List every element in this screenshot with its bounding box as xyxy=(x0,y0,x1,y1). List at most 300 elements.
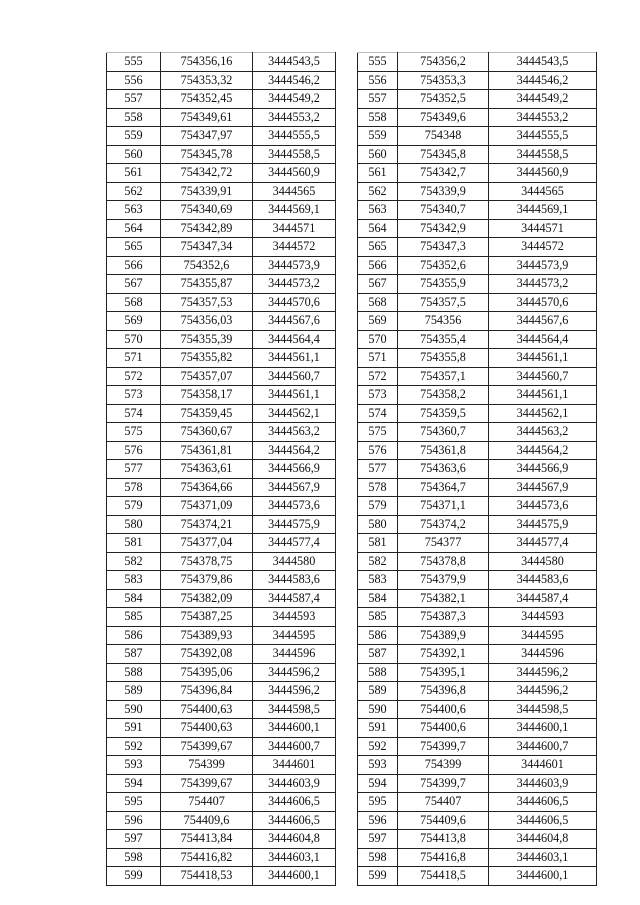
table-row xyxy=(358,330,597,349)
y-coordinate-cell: 3444569,1 xyxy=(489,201,597,220)
x-coordinate-cell: 754355,4 xyxy=(398,330,489,349)
x-coordinate-cell: 754407 xyxy=(398,793,489,812)
y-coordinate-cell: 3444566,9 xyxy=(253,460,336,479)
y-coordinate-cell: 3444561,1 xyxy=(489,349,597,368)
point-number-cell: 585 xyxy=(358,608,398,627)
point-number-cell: 597 xyxy=(358,830,398,849)
table-row xyxy=(107,515,336,534)
table-row xyxy=(107,737,336,756)
y-coordinate-cell: 3444593 xyxy=(253,608,336,627)
x-coordinate-cell: 754359,45 xyxy=(161,404,253,423)
x-coordinate-cell: 754399,7 xyxy=(398,737,489,756)
x-coordinate-cell: 754382,09 xyxy=(161,589,253,608)
x-coordinate-cell: 754357,5 xyxy=(398,293,489,312)
table-row xyxy=(358,367,597,386)
y-coordinate-cell: 3444553,2 xyxy=(253,108,336,127)
y-coordinate-cell: 3444566,9 xyxy=(489,460,597,479)
point-number-cell: 563 xyxy=(358,201,398,220)
x-coordinate-cell: 754352,5 xyxy=(398,90,489,109)
y-coordinate-cell: 3444572 xyxy=(489,238,597,257)
point-number-cell: 566 xyxy=(358,256,398,275)
table-row xyxy=(107,182,336,201)
x-coordinate-cell: 754379,9 xyxy=(398,571,489,590)
table-row xyxy=(358,515,597,534)
table-row xyxy=(107,275,336,294)
table-row xyxy=(107,164,336,183)
point-number-cell: 568 xyxy=(358,293,398,312)
y-coordinate-cell: 3444583,6 xyxy=(489,571,597,590)
table-row xyxy=(107,441,336,460)
table-row xyxy=(107,71,336,90)
x-coordinate-cell: 754349,6 xyxy=(398,108,489,127)
x-coordinate-cell: 754363,61 xyxy=(161,460,253,479)
y-coordinate-cell: 3444587,4 xyxy=(489,589,597,608)
point-number-cell: 586 xyxy=(358,626,398,645)
point-number-cell: 572 xyxy=(107,367,161,386)
point-number-cell: 564 xyxy=(358,219,398,238)
x-coordinate-cell: 754340,7 xyxy=(398,201,489,220)
point-number-cell: 567 xyxy=(358,275,398,294)
point-number-cell: 593 xyxy=(358,756,398,775)
x-coordinate-cell: 754413,84 xyxy=(161,830,253,849)
x-coordinate-cell: 754347,3 xyxy=(398,238,489,257)
point-number-cell: 588 xyxy=(107,663,161,682)
x-coordinate-cell: 754361,8 xyxy=(398,441,489,460)
table-row xyxy=(107,867,336,886)
table-row xyxy=(358,682,597,701)
table-row xyxy=(358,645,597,664)
point-number-cell: 560 xyxy=(107,145,161,164)
point-number-cell: 565 xyxy=(358,238,398,257)
y-coordinate-cell: 3444606,5 xyxy=(489,811,597,830)
x-coordinate-cell: 754347,97 xyxy=(161,127,253,146)
x-coordinate-cell: 754349,61 xyxy=(161,108,253,127)
table-row xyxy=(358,386,597,405)
y-coordinate-cell: 3444563,2 xyxy=(489,423,597,442)
x-coordinate-cell: 754392,1 xyxy=(398,645,489,664)
point-number-cell: 573 xyxy=(358,386,398,405)
x-coordinate-cell: 754339,91 xyxy=(161,182,253,201)
y-coordinate-cell: 3444598,5 xyxy=(253,700,336,719)
x-coordinate-cell: 754400,63 xyxy=(161,719,253,738)
point-number-cell: 593 xyxy=(107,756,161,775)
x-coordinate-cell: 754399,7 xyxy=(398,774,489,793)
point-number-cell: 566 xyxy=(107,256,161,275)
x-coordinate-cell: 754389,93 xyxy=(161,626,253,645)
x-coordinate-cell: 754364,66 xyxy=(161,478,253,497)
point-number-cell: 559 xyxy=(107,127,161,146)
y-coordinate-cell: 3444580 xyxy=(253,552,336,571)
x-coordinate-cell: 754360,67 xyxy=(161,423,253,442)
point-number-cell: 567 xyxy=(107,275,161,294)
point-number-cell: 555 xyxy=(107,53,161,72)
x-coordinate-cell: 754353,32 xyxy=(161,71,253,90)
y-coordinate-cell: 3444604,8 xyxy=(489,830,597,849)
y-coordinate-cell: 3444560,7 xyxy=(253,367,336,386)
y-coordinate-cell: 3444598,5 xyxy=(489,700,597,719)
table-row xyxy=(107,478,336,497)
table-row xyxy=(358,108,597,127)
x-coordinate-cell: 754355,8 xyxy=(398,349,489,368)
y-coordinate-cell: 3444570,6 xyxy=(489,293,597,312)
x-coordinate-cell: 754357,53 xyxy=(161,293,253,312)
point-number-cell: 574 xyxy=(358,404,398,423)
table-row xyxy=(107,423,336,442)
table-row xyxy=(358,182,597,201)
x-coordinate-cell: 754340,69 xyxy=(161,201,253,220)
point-number-cell: 590 xyxy=(107,700,161,719)
point-number-cell: 572 xyxy=(358,367,398,386)
table-row xyxy=(358,201,597,220)
point-number-cell: 577 xyxy=(358,460,398,479)
x-coordinate-cell: 754345,78 xyxy=(161,145,253,164)
point-number-cell: 557 xyxy=(107,90,161,109)
point-number-cell: 592 xyxy=(107,737,161,756)
point-number-cell: 598 xyxy=(358,848,398,867)
x-coordinate-cell: 754400,63 xyxy=(161,700,253,719)
point-number-cell: 580 xyxy=(358,515,398,534)
y-coordinate-cell: 3444553,2 xyxy=(489,108,597,127)
table-row xyxy=(358,219,597,238)
table-row xyxy=(358,293,597,312)
table-row xyxy=(107,719,336,738)
point-number-cell: 560 xyxy=(358,145,398,164)
x-coordinate-cell: 754409,6 xyxy=(398,811,489,830)
y-coordinate-cell: 3444596,2 xyxy=(253,682,336,701)
point-number-cell: 589 xyxy=(107,682,161,701)
y-coordinate-cell: 3444596,2 xyxy=(489,663,597,682)
point-number-cell: 571 xyxy=(107,349,161,368)
point-number-cell: 581 xyxy=(107,534,161,553)
y-coordinate-cell: 3444573,2 xyxy=(489,275,597,294)
x-coordinate-cell: 754377,04 xyxy=(161,534,253,553)
x-coordinate-cell: 754356 xyxy=(398,312,489,331)
y-coordinate-cell: 3444596,2 xyxy=(489,682,597,701)
table-row xyxy=(107,404,336,423)
table-row xyxy=(358,275,597,294)
y-coordinate-cell: 3444561,1 xyxy=(489,386,597,405)
table-row xyxy=(107,367,336,386)
x-coordinate-cell: 754363,6 xyxy=(398,460,489,479)
y-coordinate-cell: 3444583,6 xyxy=(253,571,336,590)
point-number-cell: 589 xyxy=(358,682,398,701)
x-coordinate-cell: 754399,67 xyxy=(161,774,253,793)
y-coordinate-cell: 3444606,5 xyxy=(253,811,336,830)
x-coordinate-cell: 754345,8 xyxy=(398,145,489,164)
y-coordinate-cell: 3444603,9 xyxy=(489,774,597,793)
point-number-cell: 558 xyxy=(107,108,161,127)
point-number-cell: 573 xyxy=(107,386,161,405)
point-number-cell: 594 xyxy=(107,774,161,793)
point-number-cell: 582 xyxy=(358,552,398,571)
y-coordinate-cell: 3444565 xyxy=(489,182,597,201)
table-row xyxy=(107,626,336,645)
y-coordinate-cell: 3444555,5 xyxy=(489,127,597,146)
x-coordinate-cell: 754356,03 xyxy=(161,312,253,331)
point-number-cell: 557 xyxy=(358,90,398,109)
y-coordinate-cell: 3444573,6 xyxy=(253,497,336,516)
point-number-cell: 599 xyxy=(107,867,161,886)
x-coordinate-cell: 754378,75 xyxy=(161,552,253,571)
table-row xyxy=(358,127,597,146)
coordinates-table-right xyxy=(357,52,597,886)
point-number-cell: 578 xyxy=(358,478,398,497)
y-coordinate-cell: 3444567,9 xyxy=(489,478,597,497)
point-number-cell: 570 xyxy=(107,330,161,349)
table-row xyxy=(358,571,597,590)
x-coordinate-cell: 754355,9 xyxy=(398,275,489,294)
x-coordinate-cell: 754407 xyxy=(161,793,253,812)
x-coordinate-cell: 754358,17 xyxy=(161,386,253,405)
y-coordinate-cell: 3444555,5 xyxy=(253,127,336,146)
point-number-cell: 569 xyxy=(107,312,161,331)
table-row xyxy=(358,53,597,72)
x-coordinate-cell: 754352,45 xyxy=(161,90,253,109)
table-row xyxy=(358,145,597,164)
point-number-cell: 561 xyxy=(107,164,161,183)
table-row xyxy=(107,256,336,275)
y-coordinate-cell: 3444603,9 xyxy=(253,774,336,793)
x-coordinate-cell: 754359,5 xyxy=(398,404,489,423)
x-coordinate-cell: 754395,06 xyxy=(161,663,253,682)
table-row xyxy=(358,867,597,886)
table-row xyxy=(107,497,336,516)
point-number-cell: 583 xyxy=(107,571,161,590)
y-coordinate-cell: 3444572 xyxy=(253,238,336,257)
point-number-cell: 571 xyxy=(358,349,398,368)
x-coordinate-cell: 754355,39 xyxy=(161,330,253,349)
y-coordinate-cell: 3444560,9 xyxy=(489,164,597,183)
y-coordinate-cell: 3444564,2 xyxy=(253,441,336,460)
x-coordinate-cell: 754396,8 xyxy=(398,682,489,701)
table-row xyxy=(107,201,336,220)
point-number-cell: 564 xyxy=(107,219,161,238)
table-row xyxy=(107,830,336,849)
table-row xyxy=(358,663,597,682)
point-number-cell: 576 xyxy=(107,441,161,460)
y-coordinate-cell: 3444600,1 xyxy=(253,867,336,886)
x-coordinate-cell: 754352,6 xyxy=(161,256,253,275)
table-row xyxy=(107,608,336,627)
x-coordinate-cell: 754374,21 xyxy=(161,515,253,534)
x-coordinate-cell: 754371,1 xyxy=(398,497,489,516)
y-coordinate-cell: 3444601 xyxy=(489,756,597,775)
x-coordinate-cell: 754342,7 xyxy=(398,164,489,183)
point-number-cell: 599 xyxy=(358,867,398,886)
point-number-cell: 586 xyxy=(107,626,161,645)
y-coordinate-cell: 3444567,6 xyxy=(253,312,336,331)
y-coordinate-cell: 3444600,1 xyxy=(253,719,336,738)
table-row xyxy=(107,145,336,164)
table-row xyxy=(358,312,597,331)
y-coordinate-cell: 3444558,5 xyxy=(489,145,597,164)
x-coordinate-cell: 754396,84 xyxy=(161,682,253,701)
table-row xyxy=(358,848,597,867)
y-coordinate-cell: 3444571 xyxy=(253,219,336,238)
point-number-cell: 594 xyxy=(358,774,398,793)
table-row xyxy=(358,404,597,423)
point-number-cell: 568 xyxy=(107,293,161,312)
point-number-cell: 559 xyxy=(358,127,398,146)
table-row xyxy=(107,108,336,127)
y-coordinate-cell: 3444562,1 xyxy=(253,404,336,423)
x-coordinate-cell: 754348 xyxy=(398,127,489,146)
y-coordinate-cell: 3444570,6 xyxy=(253,293,336,312)
x-coordinate-cell: 754378,8 xyxy=(398,552,489,571)
y-coordinate-cell: 3444575,9 xyxy=(489,515,597,534)
point-number-cell: 592 xyxy=(358,737,398,756)
table-row xyxy=(107,645,336,664)
x-coordinate-cell: 754400,6 xyxy=(398,700,489,719)
y-coordinate-cell: 3444558,5 xyxy=(253,145,336,164)
y-coordinate-cell: 3444604,8 xyxy=(253,830,336,849)
table-row xyxy=(358,349,597,368)
point-number-cell: 579 xyxy=(107,497,161,516)
table-row xyxy=(107,127,336,146)
y-coordinate-cell: 3444567,9 xyxy=(253,478,336,497)
table-row xyxy=(107,534,336,553)
table-row xyxy=(107,460,336,479)
y-coordinate-cell: 3444595 xyxy=(489,626,597,645)
coordinates-table-left xyxy=(106,52,336,886)
point-number-cell: 596 xyxy=(107,811,161,830)
y-coordinate-cell: 3444561,1 xyxy=(253,349,336,368)
y-coordinate-cell: 3444564,4 xyxy=(489,330,597,349)
table-row xyxy=(107,219,336,238)
point-number-cell: 583 xyxy=(358,571,398,590)
point-number-cell: 576 xyxy=(358,441,398,460)
x-coordinate-cell: 754392,08 xyxy=(161,645,253,664)
y-coordinate-cell: 3444565 xyxy=(253,182,336,201)
table-row xyxy=(358,71,597,90)
point-number-cell: 575 xyxy=(358,423,398,442)
point-number-cell: 585 xyxy=(107,608,161,627)
x-coordinate-cell: 754360,7 xyxy=(398,423,489,442)
point-number-cell: 584 xyxy=(107,589,161,608)
x-coordinate-cell: 754342,89 xyxy=(161,219,253,238)
table-row xyxy=(358,552,597,571)
table-row xyxy=(358,478,597,497)
x-coordinate-cell: 754339,9 xyxy=(398,182,489,201)
x-coordinate-cell: 754357,1 xyxy=(398,367,489,386)
x-coordinate-cell: 754342,72 xyxy=(161,164,253,183)
x-coordinate-cell: 754357,07 xyxy=(161,367,253,386)
table-row xyxy=(107,386,336,405)
point-number-cell: 582 xyxy=(107,552,161,571)
point-number-cell: 587 xyxy=(107,645,161,664)
y-coordinate-cell: 3444595 xyxy=(253,626,336,645)
x-coordinate-cell: 754395,1 xyxy=(398,663,489,682)
x-coordinate-cell: 754418,5 xyxy=(398,867,489,886)
x-coordinate-cell: 754387,25 xyxy=(161,608,253,627)
y-coordinate-cell: 3444601 xyxy=(253,756,336,775)
x-coordinate-cell: 754356,2 xyxy=(398,53,489,72)
table-row xyxy=(107,663,336,682)
y-coordinate-cell: 3444562,1 xyxy=(489,404,597,423)
x-coordinate-cell: 754387,3 xyxy=(398,608,489,627)
table-row xyxy=(107,349,336,368)
table-row xyxy=(358,534,597,553)
y-coordinate-cell: 3444564,4 xyxy=(253,330,336,349)
y-coordinate-cell: 3444564,2 xyxy=(489,441,597,460)
y-coordinate-cell: 3444560,7 xyxy=(489,367,597,386)
y-coordinate-cell: 3444596,2 xyxy=(253,663,336,682)
table-row xyxy=(358,700,597,719)
y-coordinate-cell: 3444546,2 xyxy=(489,71,597,90)
table-row xyxy=(358,460,597,479)
table-row xyxy=(107,90,336,109)
table-row xyxy=(358,497,597,516)
y-coordinate-cell: 3444573,6 xyxy=(489,497,597,516)
table-row xyxy=(107,793,336,812)
x-coordinate-cell: 754399,67 xyxy=(161,737,253,756)
y-coordinate-cell: 3444577,4 xyxy=(253,534,336,553)
table-row xyxy=(358,589,597,608)
y-coordinate-cell: 3444549,2 xyxy=(489,90,597,109)
point-number-cell: 590 xyxy=(358,700,398,719)
table-row xyxy=(358,608,597,627)
point-number-cell: 569 xyxy=(358,312,398,331)
table-row xyxy=(358,90,597,109)
point-number-cell: 562 xyxy=(358,182,398,201)
point-number-cell: 596 xyxy=(358,811,398,830)
point-number-cell: 591 xyxy=(107,719,161,738)
point-number-cell: 565 xyxy=(107,238,161,257)
x-coordinate-cell: 754416,82 xyxy=(161,848,253,867)
table-row xyxy=(107,571,336,590)
x-coordinate-cell: 754416,8 xyxy=(398,848,489,867)
point-number-cell: 577 xyxy=(107,460,161,479)
x-coordinate-cell: 754377 xyxy=(398,534,489,553)
point-number-cell: 562 xyxy=(107,182,161,201)
x-coordinate-cell: 754400,6 xyxy=(398,719,489,738)
table-row xyxy=(358,737,597,756)
x-coordinate-cell: 754413,8 xyxy=(398,830,489,849)
table-row xyxy=(358,756,597,775)
x-coordinate-cell: 754409,6 xyxy=(161,811,253,830)
point-number-cell: 581 xyxy=(358,534,398,553)
table-row xyxy=(107,589,336,608)
point-number-cell: 563 xyxy=(107,201,161,220)
point-number-cell: 558 xyxy=(358,108,398,127)
y-coordinate-cell: 3444563,2 xyxy=(253,423,336,442)
y-coordinate-cell: 3444606,5 xyxy=(253,793,336,812)
x-coordinate-cell: 754355,82 xyxy=(161,349,253,368)
y-coordinate-cell: 3444600,1 xyxy=(489,867,597,886)
y-coordinate-cell: 3444596 xyxy=(253,645,336,664)
x-coordinate-cell: 754347,34 xyxy=(161,238,253,257)
table-body xyxy=(358,53,597,886)
table-row xyxy=(358,774,597,793)
point-number-cell: 580 xyxy=(107,515,161,534)
table-row xyxy=(358,256,597,275)
point-number-cell: 556 xyxy=(358,71,398,90)
y-coordinate-cell: 3444571 xyxy=(489,219,597,238)
table-row xyxy=(358,164,597,183)
y-coordinate-cell: 3444596 xyxy=(489,645,597,664)
x-coordinate-cell: 754356,16 xyxy=(161,53,253,72)
y-coordinate-cell: 3444573,2 xyxy=(253,275,336,294)
x-coordinate-cell: 754342,9 xyxy=(398,219,489,238)
point-number-cell: 579 xyxy=(358,497,398,516)
y-coordinate-cell: 3444575,9 xyxy=(253,515,336,534)
y-coordinate-cell: 3444587,4 xyxy=(253,589,336,608)
point-number-cell: 588 xyxy=(358,663,398,682)
table-body xyxy=(107,53,336,886)
x-coordinate-cell: 754364,7 xyxy=(398,478,489,497)
x-coordinate-cell: 754355,87 xyxy=(161,275,253,294)
y-coordinate-cell: 3444543,5 xyxy=(253,53,336,72)
